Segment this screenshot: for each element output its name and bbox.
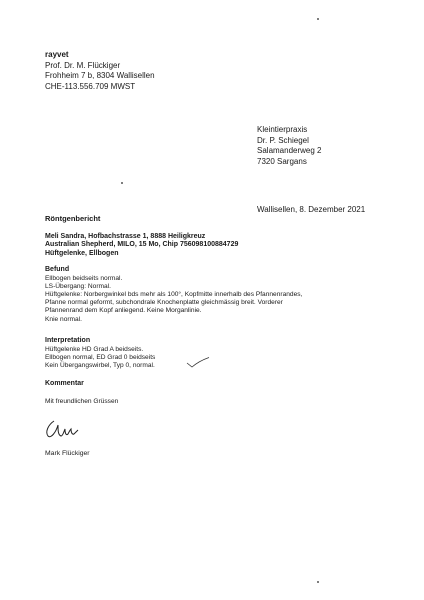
befund-section bbox=[45, 266, 302, 324]
kommentar-section bbox=[45, 380, 84, 389]
interpretation-line: Ellbogen normal, ED Grad 0 beidseits bbox=[45, 353, 156, 361]
interpretation-line: Kein Übergangswirbel, Typ 0, normal. bbox=[45, 361, 155, 369]
report-title: Röntgenbericht bbox=[45, 214, 101, 223]
sender-vat: CHE-113.556.709 MWST bbox=[45, 81, 136, 91]
patient-owner: Meli Sandra, Hofbachstrasse 1, 8888 Heiligkreuz bbox=[45, 233, 206, 240]
patient-region: Hüftgelenke, Ellbogen bbox=[45, 249, 119, 257]
scan-speck bbox=[317, 18, 319, 20]
date-line: Wallisellen, 8. Dezember 2021 bbox=[257, 205, 366, 214]
recipient-block bbox=[257, 125, 321, 167]
scan-speck bbox=[121, 182, 123, 184]
sender-address: Frohheim 7 b, 8304 Wallisellen bbox=[45, 71, 155, 81]
signature-name: Mark Flückiger bbox=[45, 450, 90, 457]
recipient-doctor: Dr. P. Schiegel bbox=[257, 135, 309, 145]
scan-speck bbox=[317, 581, 319, 583]
interpretation-line: Hüftgelenke HD Grad A beidseits. bbox=[45, 345, 144, 353]
checkmark-icon bbox=[186, 357, 210, 369]
befund-line: Hüftgelenke: Norbergwinkel bds mehr als 100°, Kopfmitte innerhalb des Pfannenrandes, bbox=[45, 290, 303, 298]
patient-block bbox=[45, 233, 238, 258]
sender-block bbox=[45, 50, 155, 92]
signature-icon bbox=[44, 417, 84, 441]
interpretation-heading: Interpretation bbox=[45, 337, 91, 344]
sender-name: rayvet bbox=[45, 50, 69, 59]
recipient-practice: Kleintierpraxis bbox=[257, 125, 308, 134]
recipient-street: Salamanderweg 2 bbox=[257, 146, 322, 156]
befund-heading: Befund bbox=[45, 266, 70, 273]
patient-animal: Australian Shepherd, MILO, 15 Mo, Chip 756098100884729 bbox=[45, 241, 239, 249]
befund-line: Ellbogen beidseits normal. bbox=[45, 274, 123, 282]
befund-line: Pfanne normal geformt, subchondrale Knochenplatte gleichmässig breit. Vorderer bbox=[45, 299, 283, 307]
sender-doctor: Prof. Dr. M. Flückiger bbox=[45, 60, 121, 70]
befund-line: Knie normal. bbox=[45, 315, 83, 323]
recipient-city: 7320 Sargans bbox=[257, 156, 307, 166]
interpretation-section bbox=[45, 337, 155, 370]
closing-text: Mit freundlichen Grüssen bbox=[45, 398, 119, 405]
befund-line: Pfannenrand dem Kopf anliegend. Keine Morganlinie. bbox=[45, 307, 202, 315]
kommentar-heading: Kommentar bbox=[45, 380, 84, 387]
befund-line: LS-Übergang: Normal. bbox=[45, 282, 111, 290]
